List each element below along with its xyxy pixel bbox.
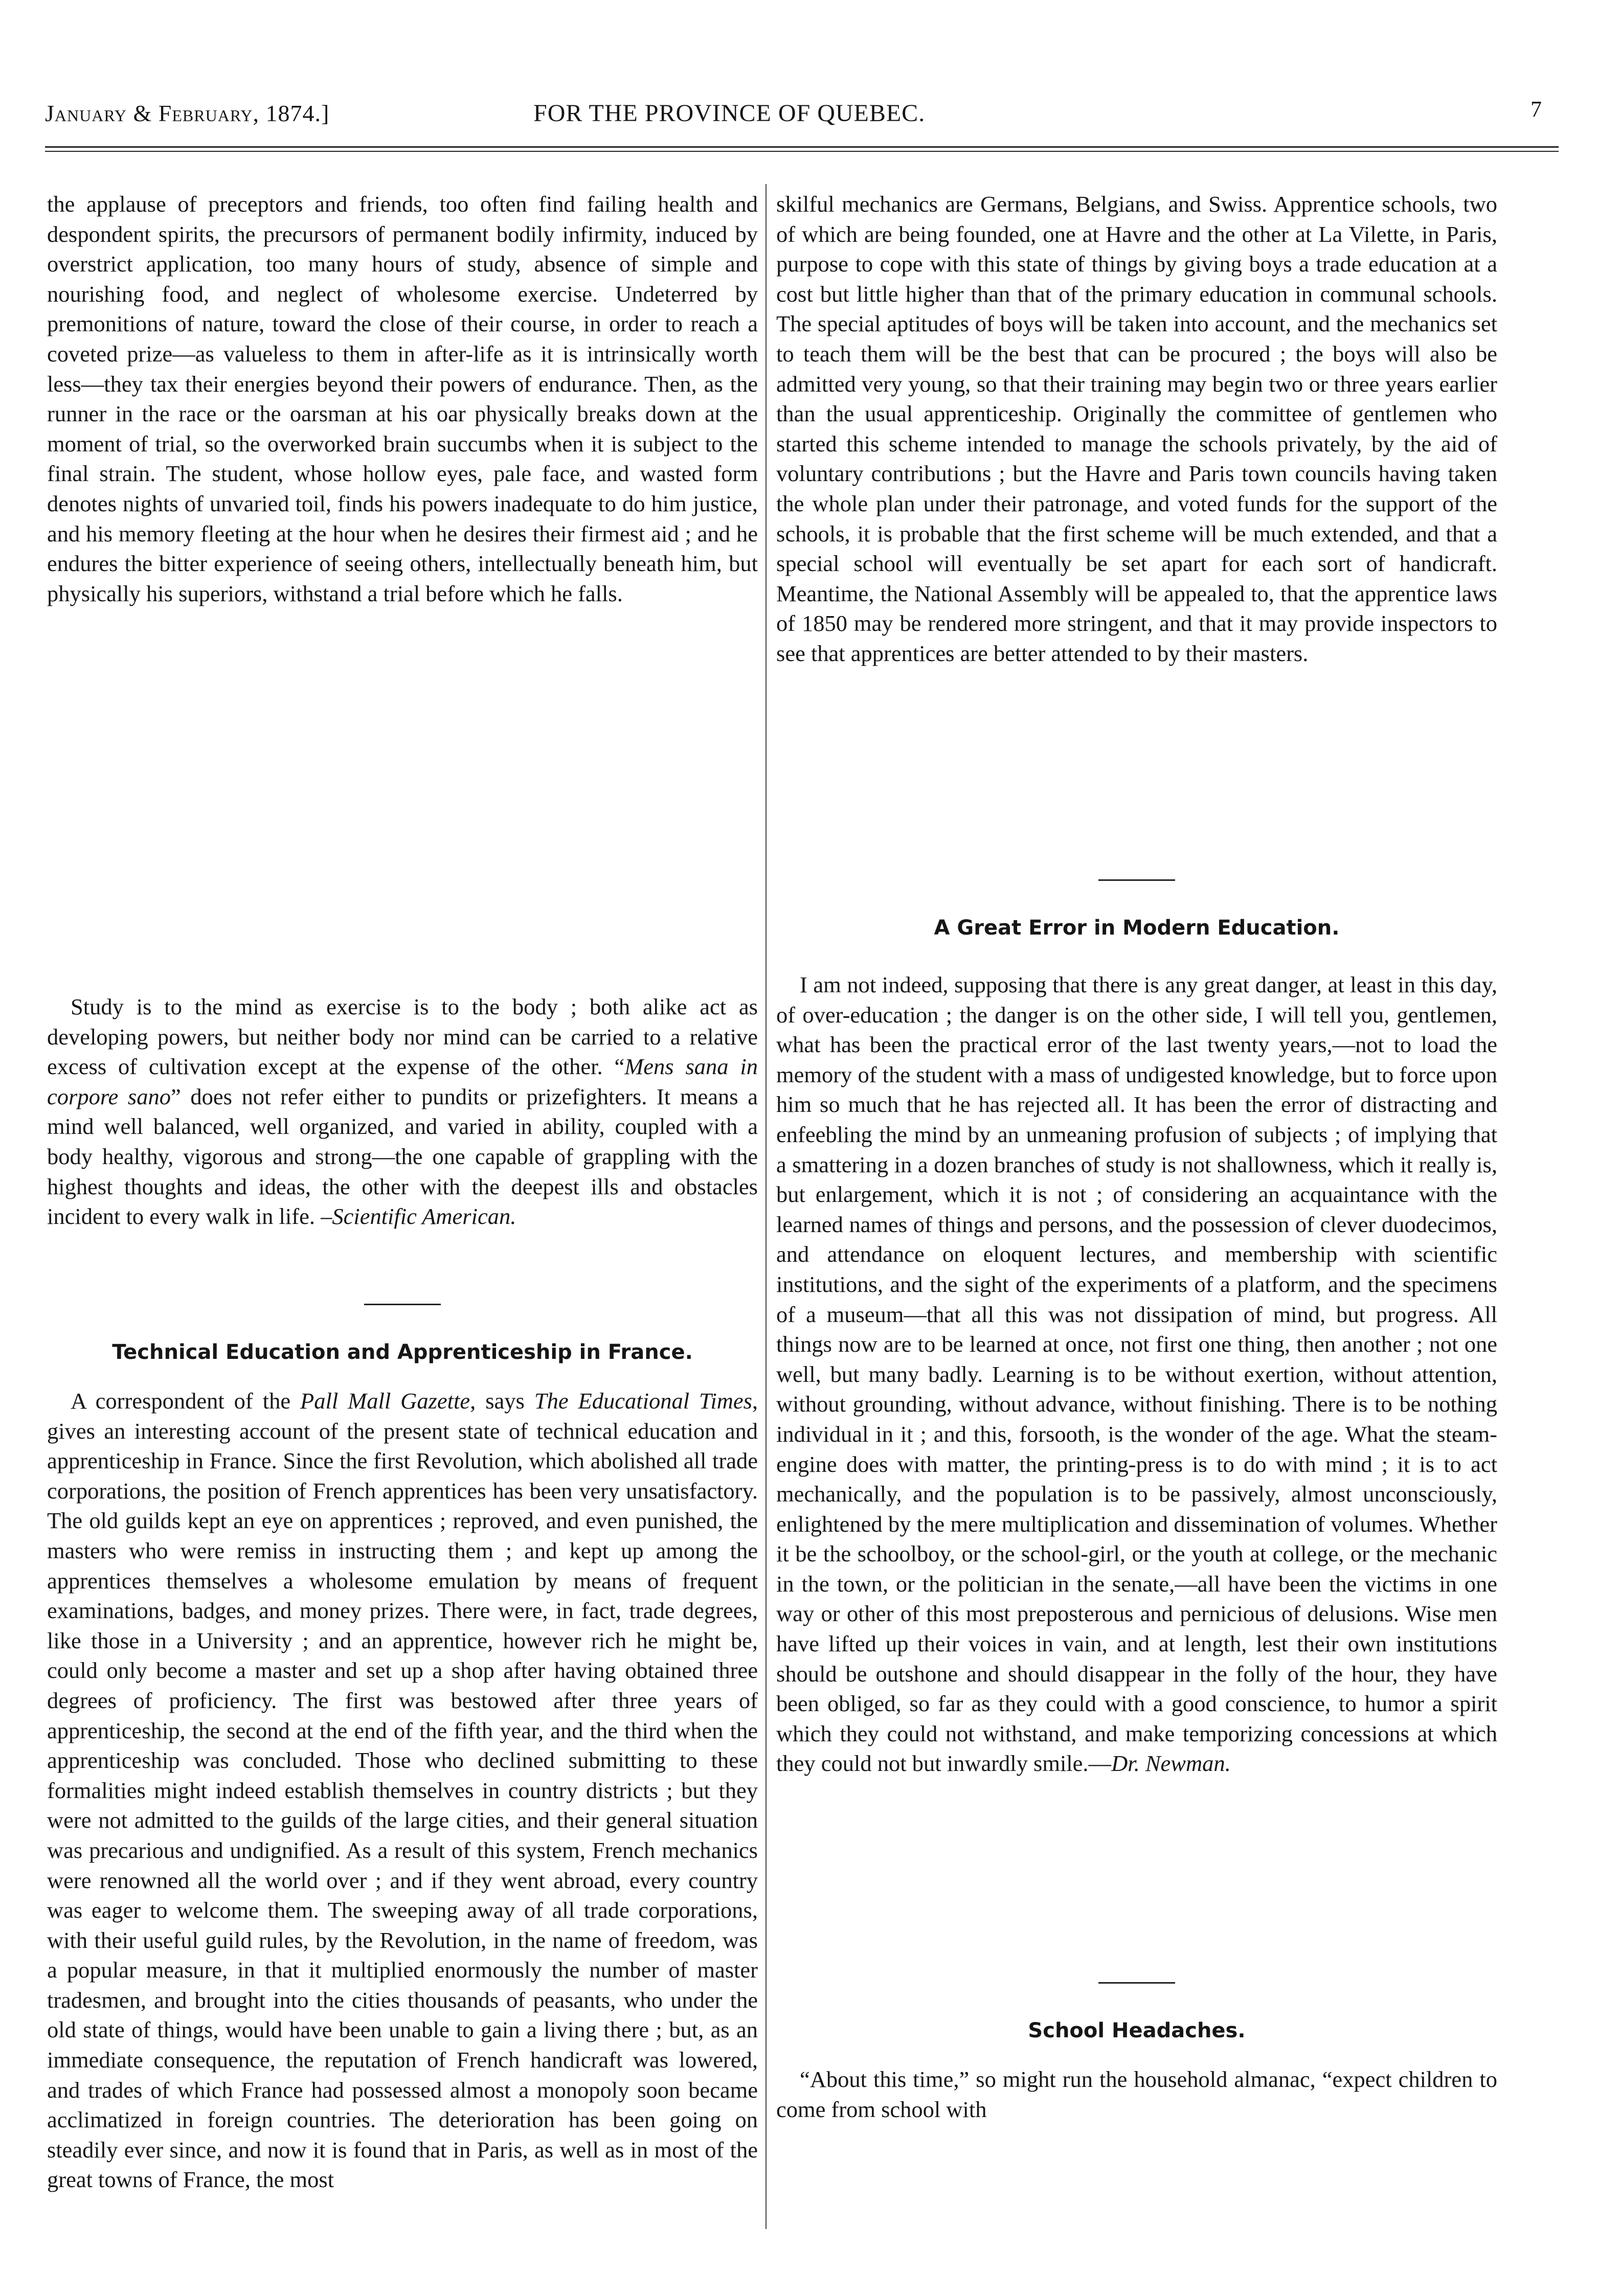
left-column bbox=[47, 189, 758, 2255]
publication-name: The Educational Times bbox=[534, 1388, 752, 1414]
article-heading: School Headaches. bbox=[1028, 2019, 1246, 2042]
continued-paragraph: skilful mechanics are Germans, Belgians, and Swiss. Apprentice schools, two of which are being founded, one at Havre and the other at La Vilette, in Paris, purpose to cope with this state of things by giving boys a trade education at a cost but little higher than that of the primary education in communal schools. The special aptitudes of boys will be taken into account, and the mechanics set to teach them will be the best that can be procured ; the boys will also be admitted very young, so that their training may begin two or three years earlier than the usual apprenticeship. Originally the committee of gentlemen who started this scheme intended to manage the schools privately, by the aid of voluntary contributions ; but the Havre and Paris town councils having taken the whole plan under their patronage, and voted funds for the support of the schools, it is probable that the first scheme will be much extended, and that a special school will eventually be set apart for each sort of handicraft. Meantime, the National Assembly will be appealed to, that the apprentice laws of 1850 may be rendered more stringent, and that it may provide inspectors to see that apprentices are better attended to by their masters. bbox=[776, 191, 1497, 666]
latin-quote: Mens sana in corpore sano bbox=[47, 1054, 758, 1109]
article-body-text: I am not indeed, supposing that there is any great danger, at least in this day, of over-education ; the danger is on the other side, I will tell you, gentlemen, what has been the practical error of the last twenty years,—not to load the memory of the student with a mass of undigested knowledge, but to force upon him so much that he has rejected all. It has been the error of distracting and enfeebling the mind by an unmeaning profusion of subjects ; of implying that a smattering in a dozen branches of study is not shallowness, which it really is, but enlargement, which it is not ; of considering an acquaintance with the learned names of things and persons, and the possession of clever duodecimos, and attendance on eloquent lectures, and membership with scientific institutions, and the sight of the experiments of a platform, and the specimens of a museum—that all this was not dissipation of mind, but progress. All things now are to be learned at once, not first one thing, then another ; not one well, but many badly. Learning is to be without exertion, without attention, without grounding, without advance, without finishing. There is to be nothing individual in it ; and this, forsooth, is the wonder of the age. What the steam-engine does with matter, the printing-press is to do with mind ; it is to act mechanically, and the population is to be passively, almost unconsciously, enlightened by the mere multiplication and dissemination of volumes. Whether it be the schoolboy, or the school-girl, or the youth at college, or the mechanic in the town, or the politician in the senate,—all have been the victims in one way or other of this most preposterous and pernicious of delusions. Wise men have lifted up their voices in vain, and at length, lest their own institutions should be outshone and should disappear in the folly of the hour, they have been obliged, so far as they could with a good conscience, to humor a spirit which they could not withstand, and make temporizing concessions at which they could not but inwardly smile.— bbox=[776, 972, 1497, 1777]
header-rule bbox=[45, 146, 1559, 152]
article-heading: Technical Education and Apprenticeship in France. bbox=[112, 1340, 693, 1364]
right-column bbox=[776, 189, 1497, 2255]
running-head bbox=[45, 93, 1542, 134]
page-number: 7 bbox=[1531, 97, 1542, 122]
article-body bbox=[47, 1386, 758, 2204]
article-body-text-a: A correspondent of the bbox=[71, 1388, 301, 1414]
publication-name: Pall Mall Gazette bbox=[300, 1388, 470, 1414]
continued-paragraph: the applause of preceptors and friends, too often find failing health and despondent spirits, the precursors of permanent bodily infirmity, induced by overstrict application, too many hours of study, absence of simple and nourishing food, and neglect of wholesome exercise. Undeterred by premonitions of nature, toward the close of their course, in order to reach a coveted prize—as valueless to them in after-life as it is intrinsically worth less—they tax their energies beyond their powers of endurance. Then, as the runner in the race or the oarsman at his oar physically breaks down at the moment of trial, so the overworked brain succumbs when it is subject to the final strain. The student, whose hollow eyes, pale face, and wasted form denotes nights of unvaried toil, finds his powers inadequate to do him justice, and his memory fleeting at the hour when he desires their firmest aid ; and he endures the bitter experience of seeing others, intellectually beneath him, but physically his superiors, withstand a trial before which he falls. bbox=[47, 191, 758, 606]
article-source: Scientific American. bbox=[332, 1203, 516, 1230]
article-heading: A Great Error in Modern Education. bbox=[934, 916, 1340, 940]
article-body-text-b: , says bbox=[470, 1388, 534, 1414]
issue-date: January & February, 1874.] bbox=[45, 100, 330, 126]
study-paragraph bbox=[47, 992, 758, 1245]
study-text-a: Study is to the mind as exercise is to the body ; both alike act as developing powers, but neither body nor mind can be carried to a relative excess of cultivation except at the expense of the other. “ bbox=[47, 994, 758, 1080]
article-body-text-c: , gives an interesting account of the present state of technical education and apprenticeship in France. Since the first Revolution, which abolished all trade corporations, the position of French apprentices has been very unsatisfactory. The old guilds kept an eye on apprentices ; reproved, and even punished, the masters who were remiss in instructing them ; and kept up among the apprentices themselves a wholesome emulation by means of frequent examinations, badges, and money prizes. There were, in fact, trade degrees, like those in a University ; and an apprentice, however rich he might be, could only become a master and set up a shop after having obtained three degrees of proficiency. The first was bestowed after three years of apprenticeship, the second at the end of the fifth year, and the third when the apprenticeship was concluded. Those who declined submitting to these formalities might indeed establish themselves in country districts ; but they were not admitted to the guilds of the large cities, and their general situation was precarious and undignified. As a result of this system, French mechanics were renowned all the world over ; and if they went abroad, every country was eager to welcome them. The sweeping away of all trade corporations, with their useful guild rules, by the Revolution, in the name of freedom, was a popular measure, in that it multiplied enormously the number of master tradesmen, and brought into the cities thousands of peasants, who under the old state of things, would have been unable to gain a living there ; but, as an immediate consequence, the reputation of French handicraft was lowered, and trades of which France had possessed almost a monopoly soon became acclimatized in foreign countries. The deterioration has been going on steadily ever since, and now it is found that in Paris, as well as in most of the great towns of France, the most bbox=[47, 1388, 758, 2193]
column-divider bbox=[766, 184, 767, 2229]
publication-title: FOR THE PROVINCE OF QUEBEC. bbox=[533, 100, 926, 127]
article-body: “About this time,” so might run the household almanac, “expect children to come from school with bbox=[776, 2066, 1497, 2122]
article-body bbox=[776, 970, 1497, 1931]
article-source: Dr. Newman. bbox=[1111, 1751, 1231, 1777]
study-text-b: ” does not refer either to pundits or prizefighters. It means a mind well balanced, well organized, and varied in ability, coupled with a body healthy, vigorous and strong—the one capable of grappling with the highest thoughts and ideas, the other with the deepest ills and obstacles incident to every walk in life. – bbox=[47, 1083, 758, 1230]
